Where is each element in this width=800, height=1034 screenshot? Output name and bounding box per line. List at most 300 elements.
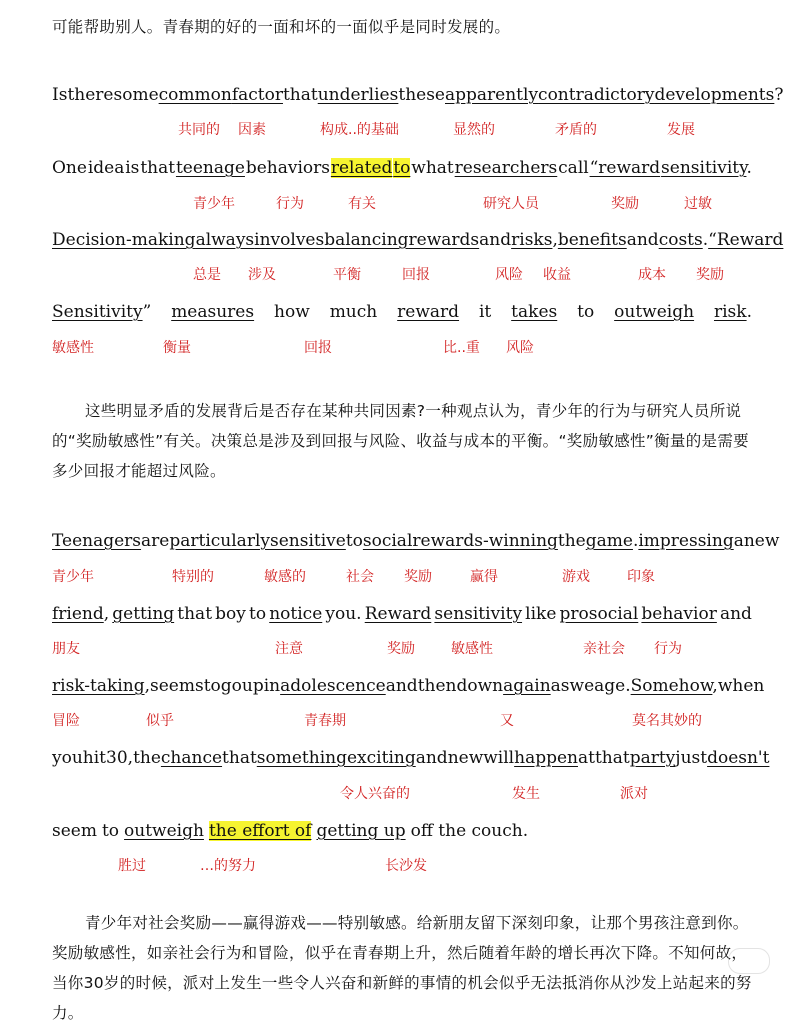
- punctuation: ,: [552, 230, 558, 250]
- word-text: call: [558, 158, 589, 178]
- word: [455, 155, 558, 181]
- word-text: down: [456, 676, 504, 696]
- word-text: is: [125, 158, 140, 178]
- word-text: much: [329, 302, 378, 322]
- underlined-word: costs: [658, 230, 703, 250]
- word-text: that: [177, 604, 213, 624]
- gloss-annotation: 研究人员: [483, 196, 539, 212]
- punctuation: .: [702, 230, 709, 250]
- word: [176, 155, 245, 181]
- word: [409, 227, 480, 253]
- gloss-annotation: …的努力: [200, 858, 256, 874]
- word: [708, 227, 783, 253]
- underlined-word: risk-taking: [52, 676, 145, 696]
- gloss-annotation: 显然的: [453, 122, 495, 138]
- word-text: a: [733, 531, 744, 551]
- word: [418, 673, 457, 699]
- word: [479, 299, 491, 325]
- word: [659, 227, 708, 253]
- gloss-annotation: 风险: [506, 340, 534, 356]
- word: [112, 601, 174, 627]
- underlined-word: always: [195, 230, 255, 250]
- underlined-word: getting up: [316, 821, 406, 841]
- word-text: that: [222, 748, 257, 768]
- underlined-word: Reward: [364, 604, 432, 624]
- gloss-line: [0, 639, 800, 659]
- gloss-line: [0, 265, 800, 285]
- word: [270, 528, 346, 554]
- word: [675, 745, 707, 771]
- word-text: to: [249, 604, 267, 624]
- word: [578, 745, 595, 771]
- word: [627, 227, 659, 253]
- gloss-annotation: 奖励: [696, 267, 724, 283]
- gloss-annotation: 回报: [304, 340, 332, 356]
- underlined-word: social: [362, 531, 413, 551]
- word-text: the: [133, 748, 161, 768]
- word-text: 30,: [106, 748, 134, 768]
- word: [525, 601, 556, 627]
- underlined-word: factor: [231, 85, 283, 105]
- gloss-annotation: 敏感性: [451, 641, 493, 657]
- word: [411, 818, 529, 844]
- word-text: hit: [82, 748, 107, 768]
- gloss-annotation: 收益: [543, 267, 571, 283]
- word: [661, 155, 752, 181]
- word: [558, 155, 589, 181]
- word: [249, 601, 266, 627]
- gloss-annotation: 派对: [620, 786, 648, 802]
- english-line: [52, 227, 784, 253]
- underlined-word: behavior: [641, 604, 717, 624]
- gloss-annotation: 冒险: [52, 713, 80, 729]
- word: [489, 528, 558, 554]
- word: [264, 673, 280, 699]
- underlined-word: chance: [160, 748, 223, 768]
- underlined-word: underlies: [317, 85, 399, 105]
- word: [479, 227, 511, 253]
- word-text: there: [67, 85, 114, 105]
- english-line: [52, 673, 765, 699]
- word-text: behaviors: [245, 158, 330, 178]
- word: [638, 528, 733, 554]
- gloss-annotation: 构成..的基础: [320, 122, 399, 138]
- word-text: as: [550, 676, 570, 696]
- english-line: [52, 155, 752, 181]
- word: [558, 528, 586, 554]
- word: [232, 82, 283, 108]
- word-text: when: [717, 676, 765, 696]
- word: [52, 82, 67, 108]
- word-text: will: [483, 748, 515, 768]
- word-text: age.: [594, 676, 631, 696]
- english-line: [52, 818, 752, 844]
- underlined-word: risks: [511, 230, 553, 250]
- english-line: [52, 745, 770, 771]
- word-text: the: [557, 531, 586, 551]
- gloss-line: [0, 194, 800, 214]
- gloss-annotation: 又: [500, 713, 514, 729]
- gloss-annotation: 社会: [346, 569, 374, 585]
- word-text: and: [719, 604, 752, 624]
- word-text: in: [263, 676, 281, 696]
- gloss-annotation: 赢得: [470, 569, 498, 585]
- word: [246, 155, 330, 181]
- word: [318, 82, 399, 108]
- word: [102, 818, 119, 844]
- underlined-word: teenage: [175, 158, 245, 178]
- gloss-annotation: 共同的: [178, 122, 220, 138]
- word: [269, 601, 322, 627]
- chinese-translation-paragraph-2: 青少年对社会奖励——赢得游戏——特别敏感。给新朋友留下深刻印象，让那个男孩注意到你。奖励敏感性，如亲社会行为和冒险，似乎在青春期上升，然后随着年龄的增长再次下降。不知何故，当你30岁的时候，派对上发生一些令人兴奋和新鲜的事情的机会似乎无法抵消你从沙发上站起来的努力。: [52, 914, 752, 1022]
- gloss-annotation: 令人兴奋的: [340, 786, 410, 802]
- word-text: just: [675, 748, 708, 768]
- word: [316, 818, 405, 844]
- watermark-badge: [728, 948, 770, 974]
- underlined-word: benefits: [557, 230, 627, 250]
- highlighted-word: to: [393, 158, 411, 178]
- intro-chinese-text: 可能帮助别人。青春期的好的一面和坏的一面似乎是同时发展的。: [52, 18, 511, 36]
- english-line: [52, 528, 780, 554]
- underlined-word: takes: [511, 302, 558, 322]
- gloss-annotation: 长沙发: [385, 858, 427, 874]
- underlined-word: developments: [654, 85, 775, 105]
- underlined-word: outweigh: [614, 302, 695, 322]
- punctuation: ,: [712, 676, 718, 696]
- word: [196, 227, 255, 253]
- word-text: that: [140, 158, 176, 178]
- underlined-word: getting: [112, 604, 175, 624]
- word: [83, 745, 106, 771]
- word: [67, 82, 113, 108]
- word: [52, 745, 83, 771]
- word-text: you.: [325, 604, 362, 624]
- word: [106, 745, 133, 771]
- gloss-line: [0, 784, 800, 804]
- gloss-annotation: 青少年: [52, 569, 94, 585]
- word-text: up: [241, 676, 264, 696]
- underlined-word: involves: [254, 230, 325, 250]
- gloss-annotation: 因素: [238, 122, 266, 138]
- gloss-annotation: 发展: [667, 122, 695, 138]
- word-text: that: [594, 748, 630, 768]
- gloss-annotation: 成本: [638, 267, 666, 283]
- underlined-word: doesn't: [707, 748, 770, 768]
- word-text: new: [447, 748, 484, 768]
- underlined-word: sensitive: [269, 531, 346, 551]
- punctuation: ”: [142, 302, 152, 322]
- word: [707, 745, 769, 771]
- gloss-annotation: 有关: [348, 196, 376, 212]
- gloss-annotation: 行为: [276, 196, 304, 212]
- word: [577, 299, 594, 325]
- word: [347, 745, 416, 771]
- gloss-annotation: 似乎: [146, 713, 174, 729]
- underlined-word: apparently: [445, 85, 539, 105]
- gloss-annotation: 奖励: [611, 196, 639, 212]
- word-text: that: [282, 85, 318, 105]
- underlined-word: common: [158, 85, 232, 105]
- underlined-word: something: [256, 748, 347, 768]
- word: [331, 155, 393, 181]
- gloss-line: [0, 856, 800, 876]
- underlined-word: balancing: [324, 230, 409, 250]
- word-text: to: [577, 302, 595, 322]
- word-text: and: [385, 676, 418, 696]
- word-text: One: [52, 158, 87, 178]
- word: [215, 601, 246, 627]
- gloss-annotation: 青少年: [193, 196, 235, 212]
- underlined-word: rewards-: [412, 531, 489, 551]
- word: [558, 227, 627, 253]
- underlined-word: party: [629, 748, 676, 768]
- word: [641, 601, 716, 627]
- punctuation: ?: [774, 85, 784, 105]
- underlined-word: rewards: [408, 230, 480, 250]
- gloss-annotation: 矛盾的: [555, 122, 597, 138]
- underlined-word: particularly: [169, 531, 270, 551]
- word: [551, 673, 570, 699]
- word: [448, 745, 484, 771]
- gloss-annotation: 过敏: [684, 196, 712, 212]
- underlined-word: again: [503, 676, 551, 696]
- gloss-annotation: 注意: [275, 641, 303, 657]
- gloss-annotation: 回报: [402, 267, 430, 283]
- underlined-word: Decision-making: [52, 230, 196, 250]
- word-text: off the couch.: [410, 821, 529, 841]
- word: [133, 745, 161, 771]
- word-text: and: [479, 230, 512, 250]
- word: [560, 601, 639, 627]
- word: [511, 227, 558, 253]
- word: [169, 528, 270, 554]
- word-text: to: [101, 821, 120, 841]
- punctuation: ,: [144, 676, 150, 696]
- punctuation: .: [746, 302, 752, 322]
- word: [594, 673, 630, 699]
- word-text: seem: [52, 821, 97, 841]
- word: [141, 528, 169, 554]
- word: [52, 818, 97, 844]
- word: [714, 299, 752, 325]
- word: [124, 818, 204, 844]
- word: [538, 82, 654, 108]
- underlined-word: Somehow: [630, 676, 713, 696]
- gloss-annotation: 胜过: [118, 858, 146, 874]
- word: [209, 818, 312, 844]
- word: [52, 673, 150, 699]
- gloss-annotation: 发生: [512, 786, 540, 802]
- word: [456, 673, 503, 699]
- gloss-line: [0, 567, 800, 587]
- punctuation: .: [746, 158, 752, 178]
- word: [150, 673, 204, 699]
- word: [720, 601, 752, 627]
- highlighted-word: related: [330, 158, 393, 178]
- word: [125, 155, 139, 181]
- word: [434, 601, 522, 627]
- gloss-annotation: 奖励: [387, 641, 415, 657]
- word-text: what: [411, 158, 454, 178]
- word: [654, 82, 783, 108]
- gloss-annotation: 比..重: [443, 340, 480, 356]
- word: [52, 601, 109, 627]
- word: [52, 528, 141, 554]
- word: [274, 299, 310, 325]
- chinese-translation-paragraph-1: 这些明显矛盾的发展背后是否存在某种共同因素?一种观点认为，青少年的行为与研究人员所说的“奖励敏感性”有关。决策总是涉及到回报与风险、收益与成本的平衡。“奖励敏感性”衡量的是需要多少回报才能超过风险。: [52, 402, 749, 480]
- underlined-word: adolescence: [280, 676, 386, 696]
- word: [221, 673, 242, 699]
- word-text: we: [569, 676, 595, 696]
- word: [718, 673, 765, 699]
- underlined-word: “Reward: [708, 230, 784, 250]
- underlined-word: game: [585, 531, 633, 551]
- word: [140, 155, 175, 181]
- underlined-word: Sensitivity: [52, 302, 143, 322]
- word: [483, 745, 514, 771]
- word: [346, 528, 363, 554]
- word: [257, 745, 347, 771]
- word: [595, 745, 630, 771]
- word: [614, 299, 694, 325]
- underlined-word: reward: [397, 302, 460, 322]
- gloss-annotation: 莫名其妙的: [632, 713, 702, 729]
- word: [280, 673, 386, 699]
- word: [631, 673, 718, 699]
- underlined-word: sensitivity: [434, 604, 523, 624]
- gloss-annotation: 敏感性: [52, 340, 94, 356]
- word: [734, 528, 744, 554]
- underlined-word: exciting: [347, 748, 416, 768]
- english-line: [52, 82, 784, 108]
- word: [325, 601, 361, 627]
- word: [386, 673, 418, 699]
- underlined-word: sensitivity: [661, 158, 747, 178]
- underlined-word: measures: [171, 302, 255, 322]
- gloss-line: [0, 711, 800, 731]
- word: [159, 82, 232, 108]
- word: [630, 745, 676, 771]
- word-text: to: [345, 531, 363, 551]
- word-text: at: [577, 748, 595, 768]
- word: [204, 673, 221, 699]
- underlined-word: happen: [514, 748, 578, 768]
- gloss-line: [0, 338, 800, 358]
- underlined-word: winning: [488, 531, 558, 551]
- word-text: how: [274, 302, 310, 322]
- word-text: some: [113, 85, 159, 105]
- word: [113, 82, 158, 108]
- word: [411, 155, 453, 181]
- word: [52, 299, 151, 325]
- word: [398, 82, 445, 108]
- gloss-annotation: 风险: [495, 267, 523, 283]
- word: [363, 528, 413, 554]
- punctuation: ,: [103, 604, 110, 624]
- word: [511, 299, 557, 325]
- word: [88, 155, 125, 181]
- gloss-annotation: 行为: [654, 641, 682, 657]
- word: [586, 528, 639, 554]
- underlined-word: risk: [713, 302, 747, 322]
- gloss-annotation: 亲社会: [583, 641, 625, 657]
- word-text: boy: [215, 604, 246, 624]
- gloss-annotation: 朋友: [52, 641, 80, 657]
- word: [330, 299, 378, 325]
- gloss-annotation: 衡量: [163, 340, 191, 356]
- gloss-annotation: 敏感的: [264, 569, 306, 585]
- word: [171, 299, 254, 325]
- word-text: these: [398, 85, 445, 105]
- underlined-word: “reward: [589, 158, 661, 178]
- gloss-annotation: 青春期: [304, 713, 346, 729]
- word: [393, 155, 410, 181]
- word: [570, 673, 595, 699]
- word: [177, 601, 212, 627]
- word-text: seems: [149, 676, 204, 696]
- english-line: [52, 601, 752, 627]
- gloss-annotation: 奖励: [404, 569, 432, 585]
- gloss-annotation: 涉及: [248, 267, 276, 283]
- underlined-word: prosocial: [559, 604, 639, 624]
- underlined-word: notice: [269, 604, 323, 624]
- word-text: idea: [87, 158, 125, 178]
- english-line: [52, 299, 752, 325]
- word: [324, 227, 408, 253]
- gloss-line: [0, 120, 800, 140]
- gloss-annotation: 平衡: [333, 267, 361, 283]
- word-text: you: [52, 748, 83, 768]
- word-text: are: [141, 531, 170, 551]
- highlighted-word: the effort of: [208, 821, 312, 841]
- punctuation: .: [632, 531, 639, 551]
- word: [283, 82, 318, 108]
- underlined-word: Teenagers: [52, 531, 142, 551]
- gloss-annotation: 游戏: [562, 569, 590, 585]
- word: [744, 528, 780, 554]
- word: [254, 227, 324, 253]
- word: [416, 745, 448, 771]
- word: [222, 745, 257, 771]
- word: [161, 745, 222, 771]
- word: [365, 601, 432, 627]
- underlined-word: impressing: [638, 531, 734, 551]
- word-text: Is: [52, 85, 68, 105]
- word: [445, 82, 538, 108]
- word-text: then: [417, 676, 457, 696]
- word: [397, 299, 459, 325]
- gloss-annotation: 印象: [627, 569, 655, 585]
- word-text: like: [525, 604, 557, 624]
- word: [242, 673, 264, 699]
- underlined-word: outweigh: [124, 821, 204, 841]
- word: [514, 745, 578, 771]
- gloss-annotation: 特别的: [172, 569, 214, 585]
- underlined-word: friend: [52, 604, 104, 624]
- underlined-word: researchers: [454, 158, 558, 178]
- word: [503, 673, 551, 699]
- word-text: it: [478, 302, 492, 322]
- word-text: and: [415, 748, 448, 768]
- word: [412, 528, 488, 554]
- word-text: new: [743, 531, 780, 551]
- word: [52, 155, 87, 181]
- word: [52, 227, 196, 253]
- underlined-word: contradictory: [538, 85, 655, 105]
- gloss-annotation: 总是: [193, 267, 221, 283]
- word: [590, 155, 661, 181]
- word-text: to: [203, 676, 221, 696]
